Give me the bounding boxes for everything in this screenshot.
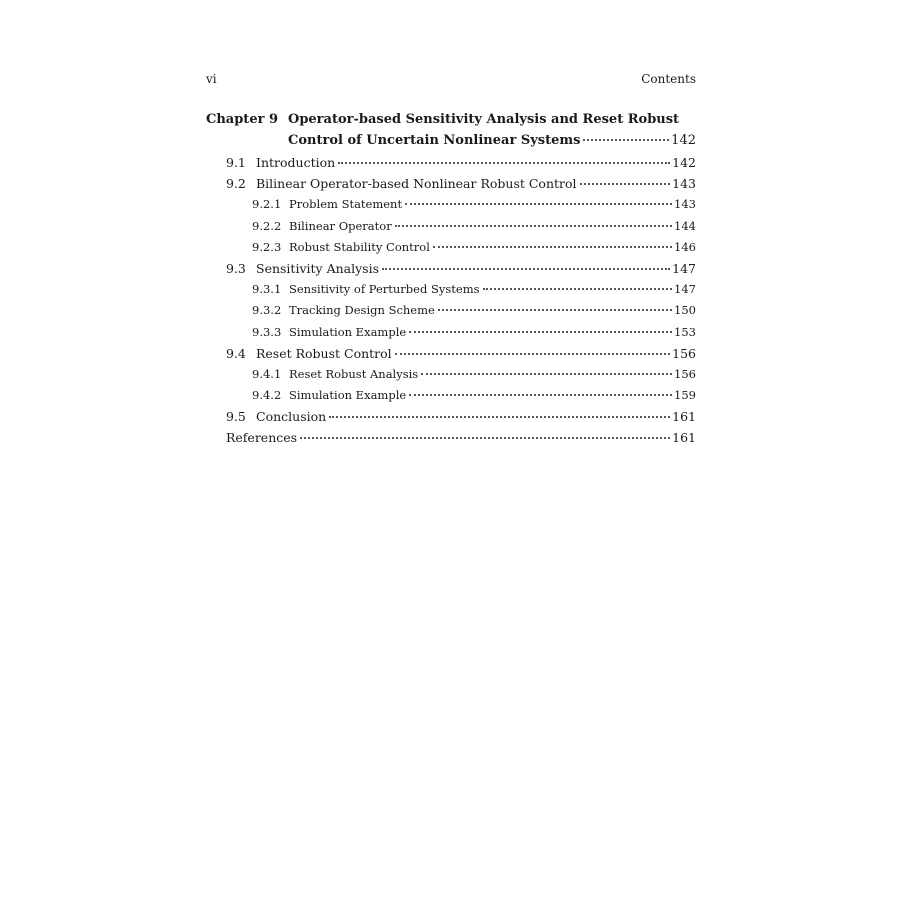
dot-leader <box>483 287 673 290</box>
section-page-number: 142 <box>672 155 696 170</box>
subsection-page-number: 144 <box>674 218 696 233</box>
toc-section-entry[interactable] <box>226 152 696 173</box>
subsection-number: 9.2.1 <box>252 197 282 212</box>
dot-leader <box>421 372 672 375</box>
subsection-number: 9.2.3 <box>252 239 282 254</box>
subsection-page-number: 150 <box>674 303 696 318</box>
dot-leader <box>405 202 672 205</box>
subsection-title: Sensitivity of Perturbed Systems <box>289 282 480 297</box>
subsection-number: 9.3.1 <box>252 282 282 297</box>
subsection-page-number: 147 <box>674 282 696 297</box>
subsection-number: 9.4.1 <box>252 366 282 381</box>
chapter-title-line1: Operator-based Sensitivity Analysis and Reset Robust <box>288 112 680 127</box>
dot-leader <box>300 436 670 439</box>
dot-leader <box>433 245 672 248</box>
subsection-page-number: 156 <box>674 366 696 381</box>
toc-subsection-entry[interactable] <box>252 194 696 215</box>
subsection-title: Tracking Design Scheme <box>289 303 435 318</box>
chapter-title-line2-row <box>288 131 696 151</box>
toc-section-entry[interactable] <box>226 173 696 194</box>
section-title: Bilinear Operator-based Nonlinear Robust Control <box>256 176 577 192</box>
dot-leader <box>409 393 672 396</box>
chapter-page-number: 142 <box>671 133 696 148</box>
section-page-number: 156 <box>672 345 696 361</box>
subsection-title: Problem Statement <box>289 197 403 212</box>
subsection-page-number: 143 <box>674 197 696 212</box>
section-number: 9.1 <box>226 155 246 170</box>
subsection-number: 9.2.2 <box>252 218 282 233</box>
dot-leader <box>338 161 670 164</box>
toc-subsection-entry[interactable] <box>252 216 696 237</box>
dot-leader <box>438 308 672 311</box>
subsection-number: 9.4.2 <box>252 388 282 403</box>
subsection-page-number: 153 <box>674 324 696 339</box>
dot-leader <box>409 330 672 333</box>
section-title: Conclusion <box>256 409 327 425</box>
section-number: 9.4 <box>226 345 246 361</box>
dot-leader <box>583 138 669 141</box>
toc-subsection-entry[interactable] <box>252 300 696 321</box>
subsection-title: Bilinear Operator <box>289 218 392 233</box>
toc-section-entry[interactable] <box>226 258 696 279</box>
chapter-label: Chapter 9 <box>206 112 279 127</box>
toc-chapter-entry[interactable] <box>206 110 696 152</box>
dot-leader <box>395 224 672 227</box>
subsection-page-number: 159 <box>674 388 696 403</box>
subsection-title: Reset Robust Analysis <box>289 366 419 381</box>
section-number: 9.3 <box>226 260 246 276</box>
toc-subsection-entry[interactable] <box>252 364 696 385</box>
toc-section-entry[interactable] <box>226 406 696 427</box>
dot-leader <box>395 352 670 355</box>
references-title: References <box>226 430 298 446</box>
subsection-page-number: 146 <box>674 239 696 254</box>
dot-leader <box>382 267 670 270</box>
subsection-number: 9.3.2 <box>252 303 282 318</box>
section-title: Sensitivity Analysis <box>256 260 379 276</box>
page-number-roman: vi <box>206 72 217 86</box>
toc-subsection-entry[interactable] <box>252 237 696 258</box>
subsection-number: 9.3.3 <box>252 324 282 339</box>
toc-references-entry[interactable] <box>226 427 696 448</box>
toc-subsection-entry[interactable] <box>252 279 696 300</box>
section-title: Reset Robust Control <box>256 345 392 361</box>
running-head <box>206 72 696 88</box>
subsection-title: Robust Stability Control <box>289 239 430 254</box>
chapter-title-line2: Control of Uncertain Nonlinear Systems <box>288 133 581 148</box>
references-page-number: 161 <box>672 430 696 446</box>
dot-leader <box>580 182 671 185</box>
subsection-title: Simulation Example <box>289 324 407 339</box>
toc-subsection-entry[interactable] <box>252 322 696 343</box>
table-of-contents <box>206 110 696 449</box>
section-title: Introduction <box>256 155 336 170</box>
toc-subsection-entry[interactable] <box>252 385 696 406</box>
section-page-number: 147 <box>672 260 696 276</box>
section-number: 9.2 <box>226 176 246 192</box>
section-number: 9.5 <box>226 409 246 425</box>
subsection-title: Simulation Example <box>289 388 407 403</box>
section-page-number: 161 <box>672 409 696 425</box>
toc-section-entry[interactable] <box>226 343 696 364</box>
section-page-number: 143 <box>672 176 696 192</box>
running-head-title: Contents <box>641 72 696 86</box>
dot-leader <box>329 415 670 418</box>
